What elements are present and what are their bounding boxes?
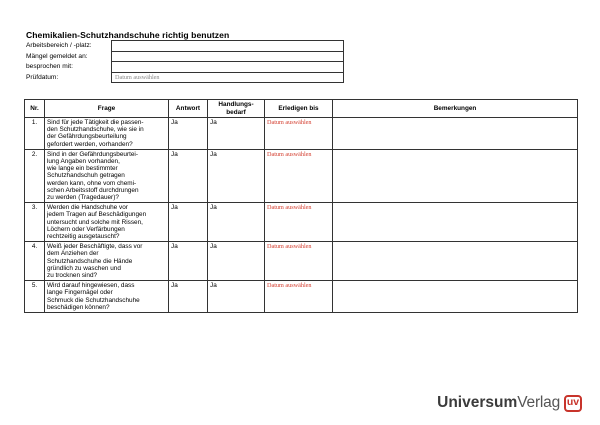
bemerkungen-field[interactable] xyxy=(333,281,578,313)
row-number: 1. xyxy=(25,118,45,150)
header-nr: Nr. xyxy=(25,100,45,118)
arbeitsbereich-label: Arbeitsbereich / -platz: xyxy=(26,42,92,50)
handlungsbedarf-dropdown[interactable]: Ja xyxy=(208,281,265,313)
maengel-gemeldet-label: Mängel gemeldet an: xyxy=(26,52,88,60)
erledigen-bis-date-picker[interactable]: Datum auswählen xyxy=(265,118,333,150)
header-handlungsbedarf: Handlungs- bedarf xyxy=(208,100,265,118)
row-number: 2. xyxy=(25,149,45,202)
table-row xyxy=(25,281,578,313)
info-row-besprochen xyxy=(24,62,344,73)
table-row xyxy=(25,149,578,202)
header-antwort: Antwort xyxy=(169,100,208,118)
universum-verlag-logo xyxy=(437,394,582,412)
handlungsbedarf-dropdown[interactable]: Ja xyxy=(208,149,265,202)
table-row xyxy=(25,203,578,242)
erledigen-bis-date-picker[interactable]: Datum auswählen xyxy=(265,281,333,313)
info-row-pruefdatum xyxy=(24,72,344,83)
row-number: 5. xyxy=(25,281,45,313)
info-fields-table xyxy=(24,40,344,83)
pruefdatum-label: Prüfdatum: xyxy=(26,73,59,81)
uv-logo-icon: uv xyxy=(564,395,582,412)
question-text: Wird darauf hingewiesen, dass lange Fingernägel oder Schmuck die Schutzhandschuhe beschädigen können? xyxy=(45,281,169,313)
handlungsbedarf-dropdown[interactable]: Ja xyxy=(208,242,265,281)
info-row-maengel xyxy=(24,51,344,62)
table-row xyxy=(25,118,578,150)
row-number: 3. xyxy=(25,203,45,242)
handlungsbedarf-dropdown[interactable]: Ja xyxy=(208,118,265,150)
bemerkungen-field[interactable] xyxy=(333,242,578,281)
besprochen-mit-label: besprochen mit: xyxy=(26,63,73,71)
question-text: Sind in der Gefährdungsbeurtei- lung Angaben vorhanden, wie lange ein bestimmter Schutzhandschuh getragen werden kann, ohne vom chemi- schen Arbeitsstoff durchdrungen zu werden (Tragedauer)? xyxy=(45,149,169,202)
document-title: Chemikalien-Schutzhandschuhe richtig benutzen xyxy=(26,30,230,40)
header-erledigen-bis: Erledigen bis xyxy=(265,100,333,118)
antwort-dropdown[interactable]: Ja xyxy=(169,242,208,281)
checklist-table xyxy=(24,99,578,313)
brand-name-bold: Universum xyxy=(437,394,518,411)
question-text: Werden die Handschuhe vor jedem Tragen auf Beschädigungen untersucht und solche mit Rissen, Löchern oder Verfärbungen rechtzeitig ausgetauscht? xyxy=(45,203,169,242)
bemerkungen-field[interactable] xyxy=(333,203,578,242)
table-header-row xyxy=(25,100,578,118)
bemerkungen-field[interactable] xyxy=(333,149,578,202)
besprochen-mit-field[interactable] xyxy=(112,62,344,73)
erledigen-bis-date-picker[interactable]: Datum auswählen xyxy=(265,149,333,202)
bemerkungen-field[interactable] xyxy=(333,118,578,150)
antwort-dropdown[interactable]: Ja xyxy=(169,203,208,242)
brand-name-light: Verlag xyxy=(517,394,560,411)
erledigen-bis-date-picker[interactable]: Datum auswählen xyxy=(265,242,333,281)
info-row-arbeitsbereich xyxy=(24,41,344,52)
header-bemerkungen: Bemerkungen xyxy=(333,100,578,118)
question-text: Sind für jede Tätigkeit die passen- den Schutzhandschuhe, wie sie in der Gefährdungsbeurteilung gefordert werden, vorhanden? xyxy=(45,118,169,150)
handlungsbedarf-dropdown[interactable]: Ja xyxy=(208,203,265,242)
table-row xyxy=(25,242,578,281)
question-text: Weiß jeder Beschäftigte, dass vor dem Anziehen der Schutzhandschuhe die Hände gründlich zu waschen und zu trocknen sind? xyxy=(45,242,169,281)
header-frage: Frage xyxy=(45,100,169,118)
row-number: 4. xyxy=(25,242,45,281)
maengel-gemeldet-field[interactable] xyxy=(112,51,344,62)
antwort-dropdown[interactable]: Ja xyxy=(169,118,208,150)
antwort-dropdown[interactable]: Ja xyxy=(169,281,208,313)
erledigen-bis-date-picker[interactable]: Datum auswählen xyxy=(265,203,333,242)
pruefdatum-date-picker[interactable]: Datum auswählen xyxy=(112,72,344,83)
antwort-dropdown[interactable]: Ja xyxy=(169,149,208,202)
arbeitsbereich-field[interactable] xyxy=(112,41,344,52)
